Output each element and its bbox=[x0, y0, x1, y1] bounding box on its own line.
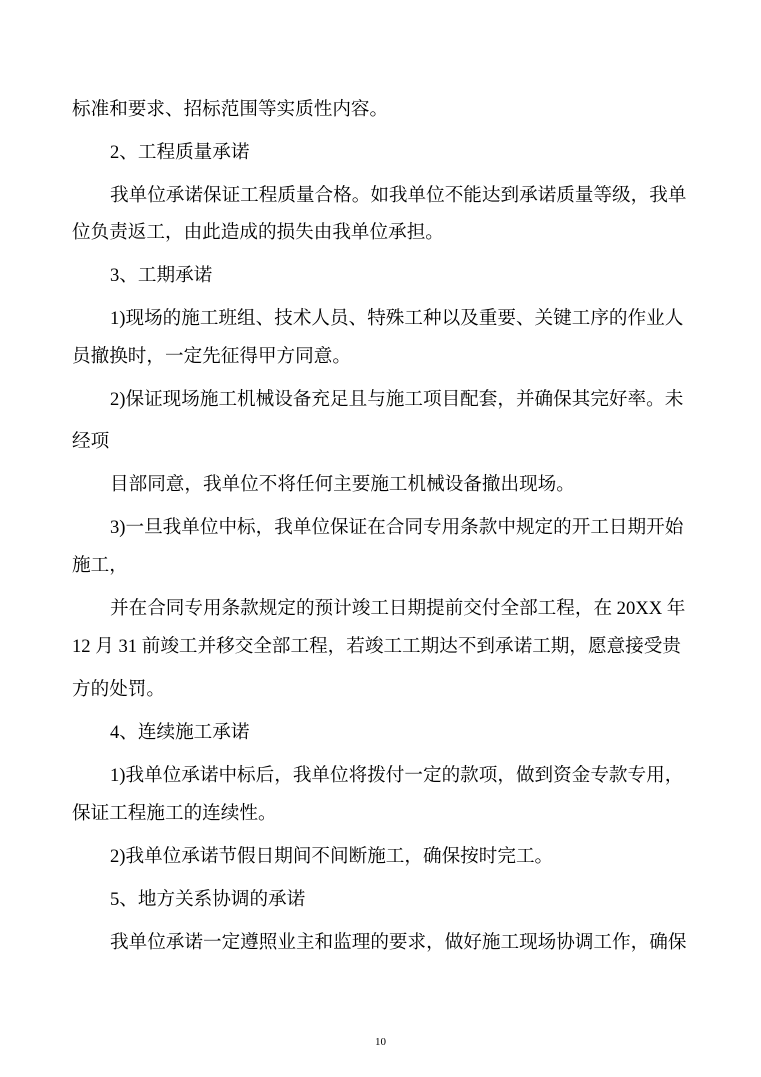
text-line: 目部同意，我单位不将任何主要施工机械设备撤出现场。 bbox=[110, 474, 575, 495]
page-number: 10 bbox=[375, 1036, 386, 1048]
text-line: 3、工期承诺 bbox=[110, 265, 213, 286]
text-line: 标准和要求、招标范围等实质性内容。 bbox=[72, 99, 389, 120]
text-line: 2、工程质量承诺 bbox=[110, 142, 250, 163]
text-line: 3)一旦我单位中标，我单位保证在合同专用条款中规定的开工日期开始 bbox=[110, 517, 684, 538]
text-line: 12 月 31 前竣工并移交全部工程，若竣工工期达不到承诺工期，愿意接受贵 bbox=[72, 636, 681, 657]
text-line: 我单位承诺保证工程质量合格。如我单位不能达到承诺质量等级，我单 bbox=[110, 185, 687, 206]
text-line: 1)我单位承诺中标后，我单位将拨付一定的款项，做到资金专款专用， bbox=[110, 765, 684, 786]
text-line: 保证工程施工的连续性。 bbox=[72, 803, 277, 824]
text-line: 4、连续施工承诺 bbox=[110, 722, 250, 743]
text-line: 我单位承诺一定遵照业主和监理的要求，做好施工现场协调工作，确保 bbox=[110, 932, 687, 953]
text-line: 经项 bbox=[72, 431, 110, 452]
text-line: 并在合同专用条款规定的预计竣工日期提前交付全部工程，在 20XX 年 bbox=[110, 598, 686, 619]
text-line: 2)我单位承诺节假日期间不间断施工，确保按时完工。 bbox=[110, 846, 554, 867]
text-line: 方的处罚。 bbox=[72, 679, 165, 700]
text-line: 员撤换时，一定先征得甲方同意。 bbox=[72, 346, 351, 367]
text-line: 位负责返工，由此造成的损失由我单位承担。 bbox=[72, 222, 444, 243]
text-line: 施工， bbox=[72, 555, 128, 576]
text-line: 1)现场的施工班组、技术人员、特殊工种以及重要、关键工序的作业人 bbox=[110, 308, 684, 329]
text-line: 2)保证现场施工机械设备充足且与施工项目配套，并确保其完好率。未 bbox=[110, 389, 684, 410]
text-line: 5、地方关系协调的承诺 bbox=[110, 889, 306, 910]
